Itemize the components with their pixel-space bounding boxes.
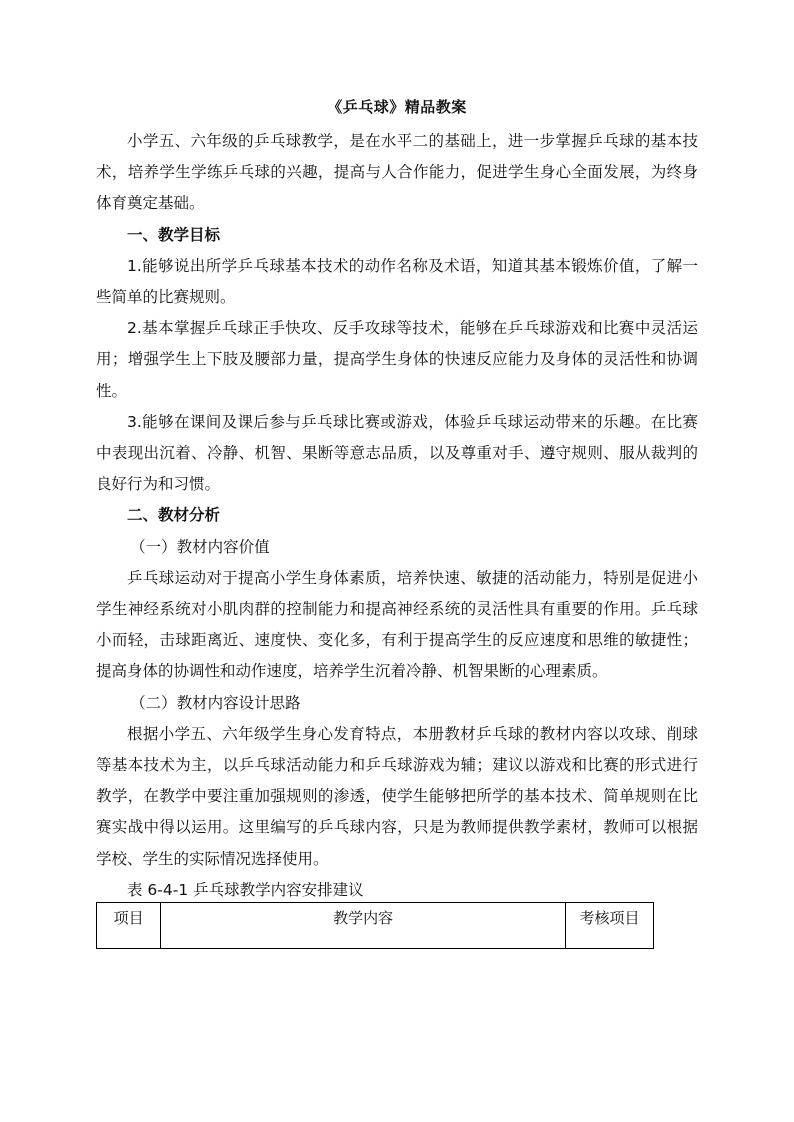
content-value-paragraph: 乒乓球运动对于提高小学生身体素质，培养快速、敏捷的活动能力，特别是促进小学生神经系统对小肌肉群的控制能力和提高神经系统的灵活性具有重要的作用。乒乓球小而轻，击球距离近、速度快、变化多，有利于提高学生的反应速度和思维的敏捷性；提高身体的协调性和动作速度，培养学生沉着冷静、机智果断的心理素质。 bbox=[96, 568, 698, 681]
table-header-content: 教学内容 bbox=[161, 903, 566, 949]
goal-item-2: 2.基本掌握乒乓球正手快攻、反手攻球等技术，能够在乒乓球游戏和比赛中灵活运用；增强学生上下肢及腰部力量，提高学生身体的快速反应能力及身体的灵活性和协调性。 bbox=[96, 319, 698, 400]
table-header-assessment: 考核项目 bbox=[566, 903, 654, 949]
document-body bbox=[96, 126, 698, 906]
intro-paragraph: 小学五、六年级的乒乓球教学，是在水平二的基础上，进一步掌握乒乓球的基本技术，培养学生学练乒乓球的兴趣，提高与人合作能力，促进学生身心全面发展，为终身体育奠定基础。 bbox=[96, 132, 698, 213]
subsection-heading-design-approach: （二）教材内容设计思路 bbox=[130, 693, 301, 712]
goal-item-3: 3.能够在课间及课后参与乒乓球比赛或游戏，体验乒乓球运动带来的乐趣。在比赛中表现出沉着、冷静、机智、果断等意志品质，以及尊重对手、遵守规则、服从裁判的良好行为和习惯。 bbox=[96, 412, 698, 494]
goal-item-1: 1.能够说出所学乒乓球基本技术的动作名称及术语，知道其基本锻炼价值，了解一些简单的比赛规则。 bbox=[96, 256, 698, 307]
section-heading-material-analysis: 二、教材分析 bbox=[127, 506, 221, 525]
teaching-plan-table bbox=[96, 902, 654, 949]
table-header-item: 项目 bbox=[97, 903, 161, 949]
table-header-row bbox=[97, 903, 654, 949]
design-approach-paragraph: 根据小学五、六年级学生身心发育特点，本册教材乒乓球的教材内容以攻球、削球等基本技术为主，以乒乓球活动能力和乒乓球游戏为辅；建议以游戏和比赛的形式进行教学，在教学中要注重加强规则的渗透，使学生能够把所学的基本技术、简单规则在比赛实战中得以运用。这里编写的乒乓球内容，只是为教师提供教学素材，教师可以根据学校、学生的实际情况选择使用。 bbox=[96, 724, 698, 868]
subsection-heading-content-value: （一）教材内容价值 bbox=[130, 537, 270, 556]
document-title: 《乒乓球》精品教案 bbox=[327, 98, 467, 116]
section-heading-teaching-goals: 一、教学目标 bbox=[127, 225, 221, 244]
table-caption: 表 6-4-1 乒乓球教学内容安排建议 bbox=[127, 880, 364, 899]
